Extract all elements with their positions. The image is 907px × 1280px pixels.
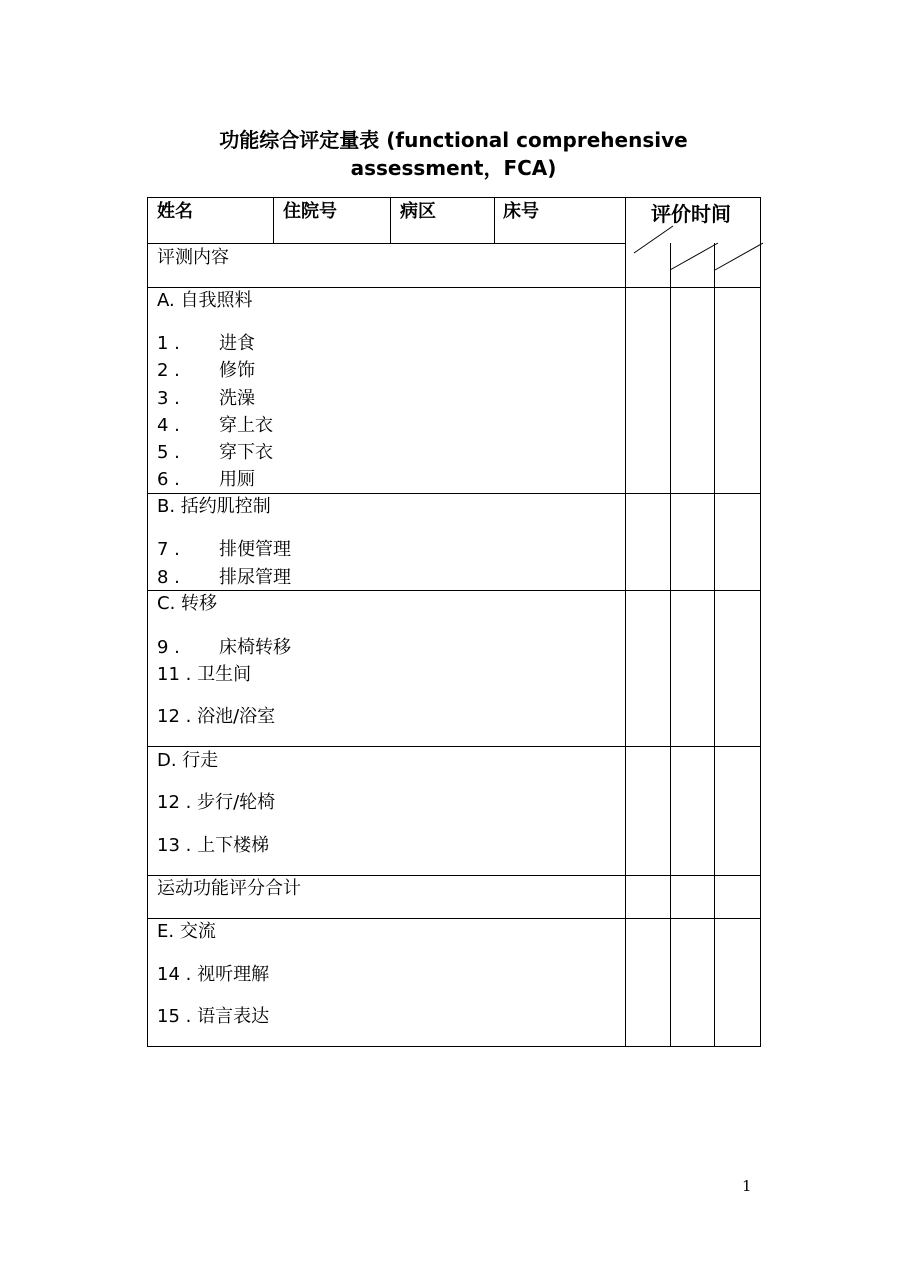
section-e-label: E. 交流 (157, 921, 216, 942)
list-item (157, 360, 255, 382)
date-slash (634, 226, 673, 253)
header-bed-no: 床号 (503, 201, 539, 222)
title-line-2: assessment，FCA) (350, 156, 557, 180)
item-number: 4 . (157, 415, 180, 436)
item-number: 3 . (157, 388, 180, 409)
list-item: 11 . 卫生间 (157, 664, 252, 685)
score-column-divider (670, 243, 671, 1047)
item-text: 床椅转移 (219, 637, 291, 658)
item-text: 排便管理 (219, 539, 291, 560)
list-item (157, 442, 273, 464)
item-number: 5 . (157, 442, 180, 463)
item-number: 8 . (157, 567, 180, 588)
table-border-bottom (147, 1046, 761, 1047)
table-border-top (147, 197, 761, 198)
list-item (157, 388, 255, 410)
item-number: 6 . (157, 469, 180, 490)
list-item: 12 . 浴池/浴室 (157, 706, 276, 727)
row-line (147, 243, 626, 244)
header-name: 姓名 (157, 201, 193, 222)
list-item: 13 . 上下楼梯 (157, 835, 270, 856)
document-title (147, 126, 760, 182)
header-divider (390, 197, 391, 244)
content-label: 评测内容 (157, 247, 229, 268)
content-column-divider (625, 197, 626, 1047)
list-item (157, 415, 273, 437)
item-text: 修饰 (219, 360, 255, 381)
page-number: 1 (742, 1177, 752, 1195)
table-border-left (147, 197, 148, 1047)
date-slash (715, 243, 763, 270)
title-line-1: 功能综合评定量表 (functional comprehensive (219, 128, 688, 152)
list-item (157, 333, 255, 355)
list-item: 14 . 视听理解 (157, 964, 270, 985)
date-slash (670, 243, 718, 270)
score-column-divider (714, 243, 715, 1047)
item-text: 排尿管理 (219, 567, 291, 588)
item-number: 2 . (157, 360, 180, 381)
item-text: 穿上衣 (219, 415, 273, 436)
item-text: 进食 (219, 333, 255, 354)
item-number: 9 . (157, 637, 180, 658)
motor-total-label: 运动功能评分合计 (157, 878, 301, 899)
item-text: 洗澡 (219, 388, 255, 409)
header-divider (494, 197, 495, 244)
list-item (157, 637, 291, 659)
header-eval-time: 评价时间 (651, 202, 731, 226)
section-a-label: A. 自我照料 (157, 290, 253, 311)
header-divider (273, 197, 274, 244)
list-item: 15 . 语言表达 (157, 1006, 270, 1027)
row-line (147, 287, 761, 288)
table-border-right (760, 197, 761, 1047)
header-admission-no: 住院号 (283, 201, 337, 222)
item-text: 穿下衣 (219, 442, 273, 463)
section-b-label: B. 括约肌控制 (157, 496, 271, 517)
list-item (157, 567, 291, 589)
row-line (147, 746, 761, 747)
list-item (157, 539, 291, 561)
row-line (147, 590, 761, 591)
section-d-label: D. 行走 (157, 750, 219, 771)
item-text: 用厕 (219, 469, 255, 490)
list-item (157, 469, 255, 491)
row-line (147, 493, 761, 494)
item-number: 7 . (157, 539, 180, 560)
header-ward: 病区 (400, 201, 436, 222)
row-line (147, 875, 761, 876)
row-line (147, 918, 761, 919)
section-c-label: C. 转移 (157, 593, 218, 614)
item-number: 1 . (157, 333, 180, 354)
list-item: 12 . 步行/轮椅 (157, 792, 276, 813)
